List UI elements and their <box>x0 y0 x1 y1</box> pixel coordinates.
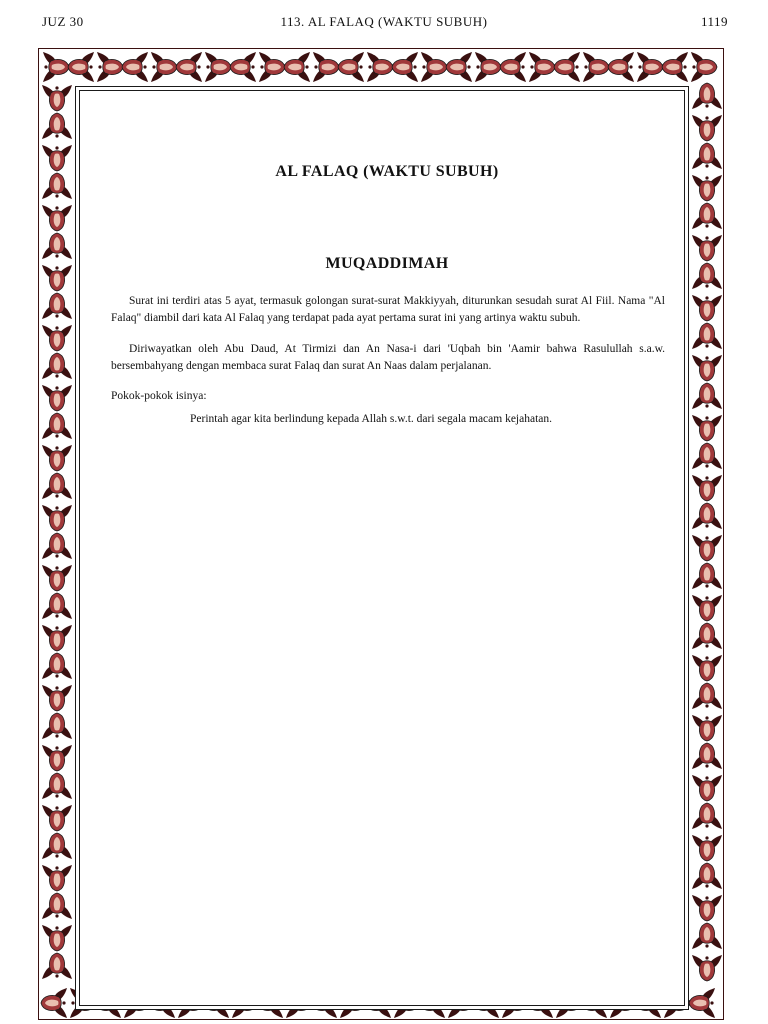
floral-motif <box>692 835 722 861</box>
floral-motif <box>421 52 447 82</box>
page-number: 1119 <box>700 14 728 29</box>
floral-motif <box>689 988 715 1018</box>
floral-motif <box>42 593 72 619</box>
floral-motif <box>42 893 72 919</box>
text-frame <box>75 86 689 1010</box>
floral-motif <box>43 52 69 82</box>
floral-motif <box>692 355 722 381</box>
floral-motif <box>42 925 72 951</box>
floral-motif <box>42 445 72 471</box>
page-title: AL FALAQ (WAKTU SUBUH) <box>275 163 499 180</box>
section-heading: MUQADDIMAH <box>325 255 449 272</box>
floral-motif <box>230 52 256 82</box>
floral-motif <box>313 52 339 82</box>
floral-motif <box>68 52 94 82</box>
floral-motif <box>662 52 688 82</box>
floral-motif <box>42 625 72 651</box>
floral-motif <box>692 503 722 529</box>
floral-motif <box>692 655 722 681</box>
floral-motif <box>42 113 72 139</box>
floral-motif <box>692 323 722 349</box>
floral-motif <box>691 52 717 82</box>
floral-motif <box>692 623 722 649</box>
floral-motif <box>583 52 609 82</box>
floral-motif <box>392 52 418 82</box>
floral-motif <box>42 865 72 891</box>
chapter-title-header: 113. AL FALAQ (WAKTU SUBUH) <box>280 14 488 29</box>
floral-motif <box>692 115 722 141</box>
juz-label: JUZ 30 <box>42 14 84 29</box>
floral-motif <box>475 52 501 82</box>
floral-motif <box>42 833 72 859</box>
floral-motif <box>259 52 285 82</box>
floral-motif <box>151 52 177 82</box>
floral-motif <box>42 565 72 591</box>
floral-motif <box>692 535 722 561</box>
floral-motif <box>692 383 722 409</box>
floral-motif <box>692 415 722 441</box>
floral-motif <box>42 473 72 499</box>
floral-motif <box>692 803 722 829</box>
floral-motif <box>692 203 722 229</box>
floral-motif <box>692 775 722 801</box>
floral-motif <box>692 955 722 981</box>
floral-motif <box>692 895 722 921</box>
floral-motif <box>42 325 72 351</box>
floral-motif <box>692 923 722 949</box>
floral-motif <box>42 413 72 439</box>
floral-motif <box>338 52 364 82</box>
floral-motif <box>446 52 472 82</box>
floral-motif <box>692 83 722 109</box>
floral-motif <box>692 715 722 741</box>
floral-motif <box>205 52 231 82</box>
floral-motif <box>42 85 72 111</box>
floral-motif <box>42 685 72 711</box>
floral-motif <box>97 52 123 82</box>
floral-motif <box>42 713 72 739</box>
floral-motif <box>42 533 72 559</box>
narration-paragraph: Diriwayatkan oleh Abu Daud, At Tirmizi dan An Nasa-i dari 'Uqbah bin 'Aamir bahwa Rasulullah s.a.w. bersembahyang dengan membaca surat Falaq dan surat An Naas dalam perjalanan. <box>111 343 665 372</box>
floral-motif <box>637 52 663 82</box>
floral-motif <box>42 505 72 531</box>
floral-motif <box>692 295 722 321</box>
intro-paragraph: Surat ini terdiri atas 5 ayat, termasuk golongan surat-surat Makkiyyah, diturunkan sesudah surat Al Fiil. Nama "Al Falaq" diambil dari kata Al Falaq yang terdapat pada ayat pertama surat ini yang artinya waktu subuh. <box>111 295 665 324</box>
floral-motif <box>42 353 72 379</box>
floral-motif <box>692 683 722 709</box>
floral-motif <box>42 205 72 231</box>
floral-motif <box>42 385 72 411</box>
floral-motif <box>42 953 72 979</box>
points-label: Pokok-pokok isinya: <box>111 390 207 402</box>
floral-motif <box>692 743 722 769</box>
floral-motif <box>608 52 634 82</box>
floral-motif <box>692 863 722 889</box>
floral-motif <box>500 52 526 82</box>
floral-motif <box>42 745 72 771</box>
floral-motif <box>41 988 67 1018</box>
floral-motif <box>42 293 72 319</box>
floral-motif <box>554 52 580 82</box>
floral-motif <box>42 773 72 799</box>
floral-motif <box>284 52 310 82</box>
floral-motif <box>42 653 72 679</box>
floral-motif <box>122 52 148 82</box>
floral-motif <box>529 52 555 82</box>
floral-motif <box>367 52 393 82</box>
floral-motif <box>42 805 72 831</box>
floral-motif <box>692 443 722 469</box>
point-item: Perintah agar kita berlindung kepada Allah s.w.t. dari segala macam kejahatan. <box>190 413 553 425</box>
running-header <box>0 14 768 38</box>
floral-motif <box>176 52 202 82</box>
floral-motif <box>692 595 722 621</box>
floral-motif <box>692 563 722 589</box>
floral-motif <box>692 475 722 501</box>
